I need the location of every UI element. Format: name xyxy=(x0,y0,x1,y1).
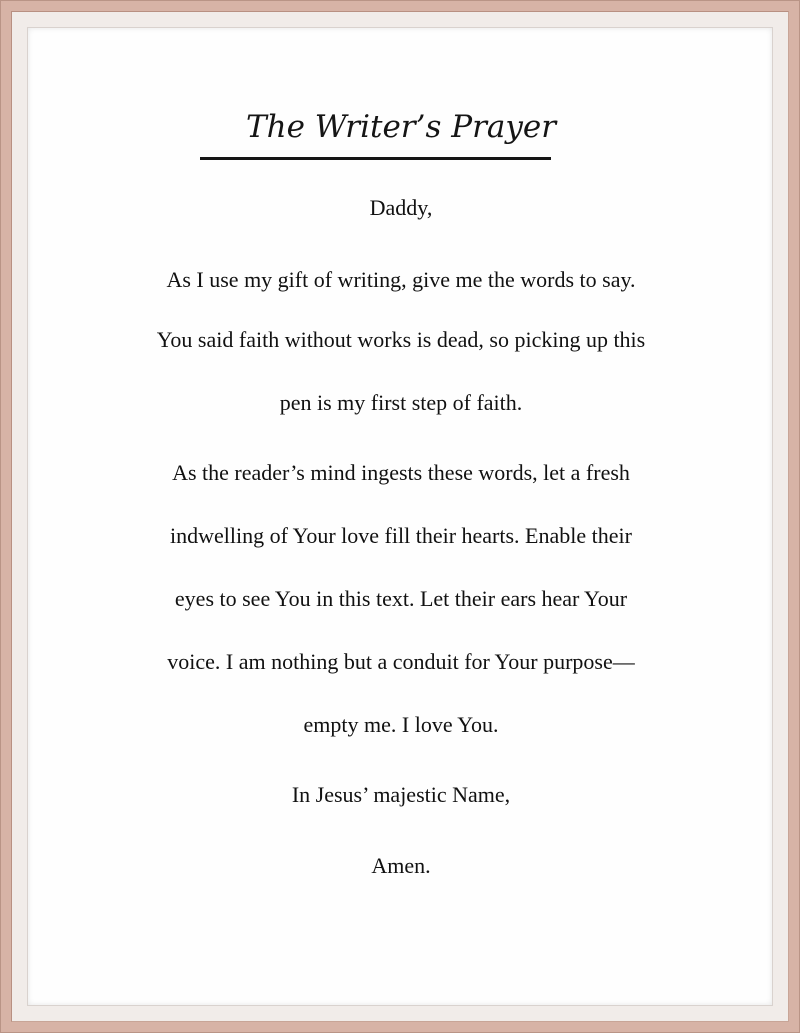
signoff-line: Amen. xyxy=(371,853,431,878)
closing-line: In Jesus’ majestic Name, xyxy=(291,782,511,807)
prayer-line: indwelling of Your love fill their hearts. Enable their xyxy=(170,523,632,548)
prayer-line: pen is my first step of faith. xyxy=(279,390,523,415)
title-underline xyxy=(200,157,551,160)
prayer-line: voice. I am nothing but a conduit for Your purpose— xyxy=(167,649,635,674)
prayer-line: As I use my gift of writing, give me the words to say. xyxy=(166,267,636,292)
salutation: Daddy, xyxy=(369,195,433,220)
prayer-page xyxy=(27,27,773,1006)
prayer-line: You said faith without works is dead, so picking up this xyxy=(156,327,646,352)
page-title: The Writer’s Prayer xyxy=(245,109,557,145)
prayer-line: empty me. I love You. xyxy=(303,712,499,737)
prayer-line: As the reader’s mind ingests these words, let a fresh xyxy=(172,460,630,485)
prayer-line: eyes to see You in this text. Let their ears hear Your xyxy=(174,586,628,611)
